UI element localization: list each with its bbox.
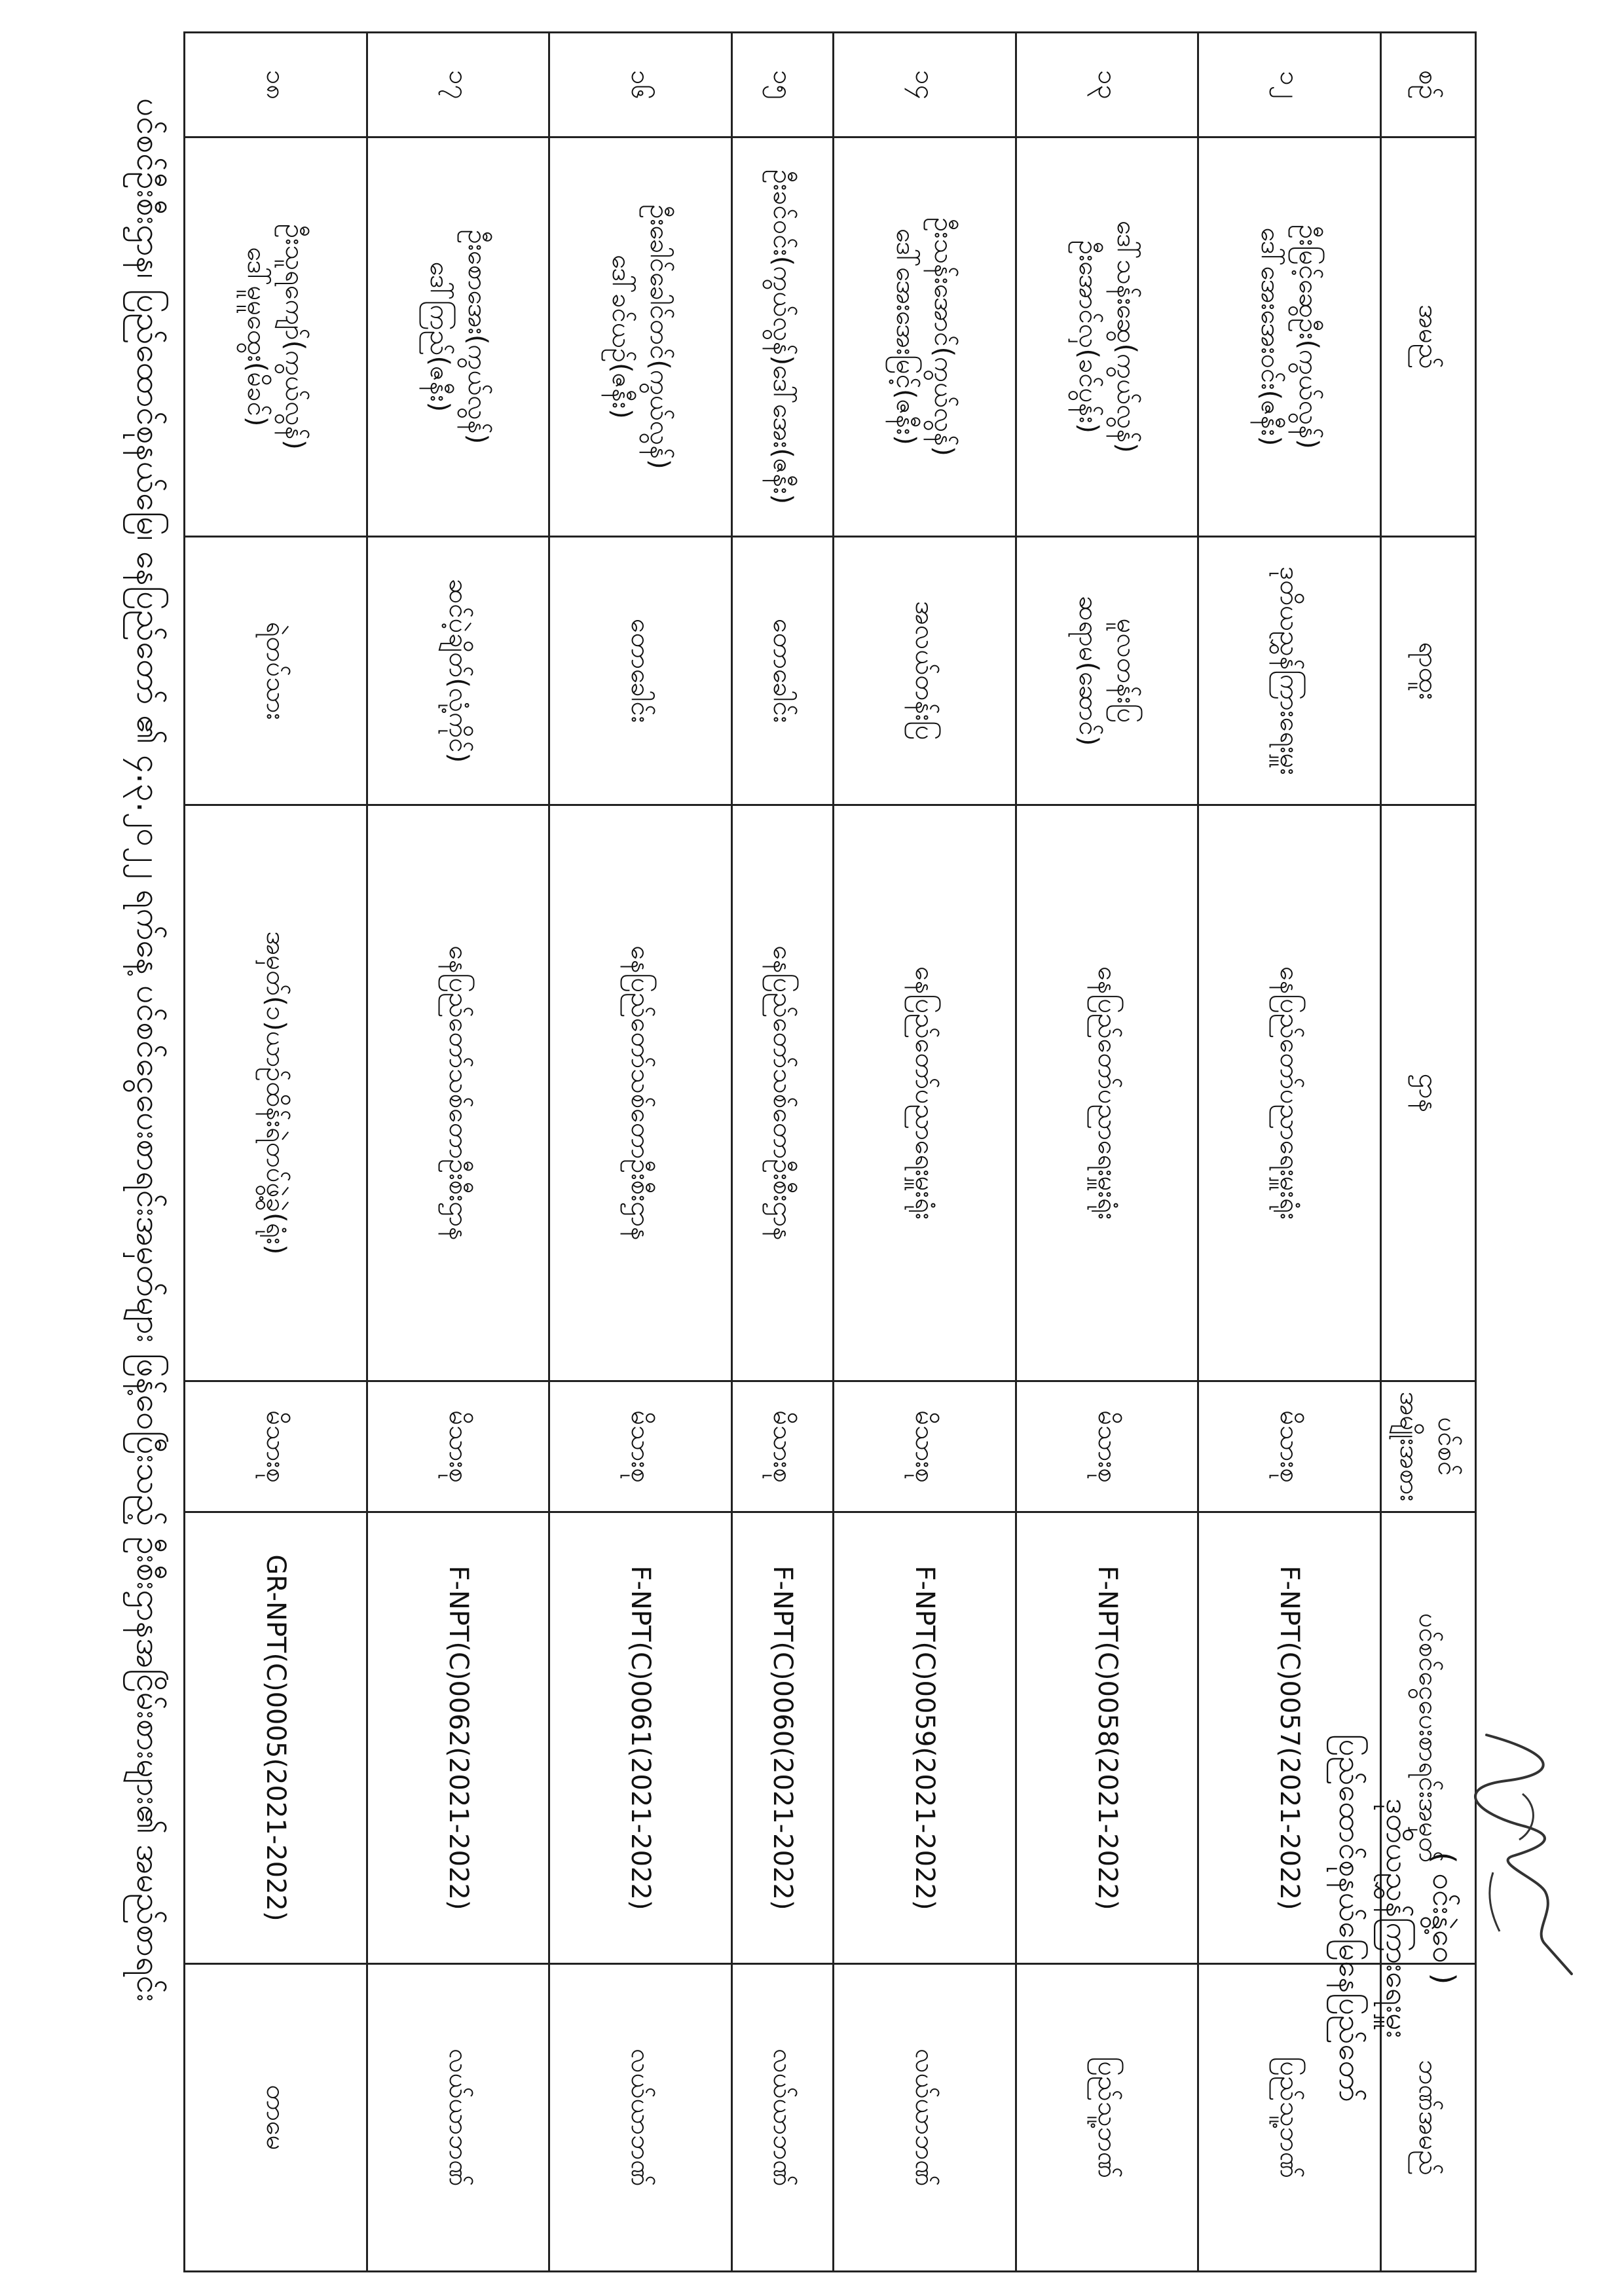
cell-name [549,137,732,537]
name-line: ဦးစောအေး(ကွယ်လွန်) [462,229,492,445]
header-bank: ဘဏ်အမည် [1381,1964,1476,2272]
table-row [367,33,549,2272]
cell-bank: တာမေ [185,1964,367,2272]
cell-rank: ဆင်ပဲ့ချိတ်(လုံ့ကိုင်) [367,537,549,805]
cell-rank: အလယ်တန်းပြ [834,537,1016,805]
cell-pension-type: မိသားစု [731,1381,833,1512]
cell-no: ၁၃ [1016,33,1198,137]
cell-rank: တောခေါင်း [731,537,833,805]
table-row [549,33,732,2272]
table-row [1016,33,1198,2272]
cell-bank: လယ်ယာဘဏ် [549,1964,732,2272]
name-line: ဦးခင်ဝင်း(ကွယ်လွန်)ဒေါ်အေး(ဇနီး) [767,169,798,505]
cell-name [834,137,1016,537]
header-name: အမည် [1381,137,1476,537]
cell-pension-type: မိသားစု [1198,1381,1381,1512]
cell-account-number: F-NPT(C)0059(2021-2022) [834,1512,1016,1964]
cell-name [1016,137,1198,537]
cell-bank: လယ်ယာဘဏ် [731,1964,833,2272]
cell-rank: ရဲတပ်သား [185,537,367,805]
signature-block [1327,1571,1467,2265]
cell-pension-type: မိသားစု [367,1381,549,1512]
cell-department: နေပြည်တော်သစ်တောဦးစီးဌာန [731,805,833,1381]
cell-account-number: F-NPT(C)0061(2021-2022) [549,1512,732,1964]
name-line: ဒေါ်အေးအေးဝင်း(ဇနီး) [1255,227,1286,446]
cell-name [731,137,833,537]
handwritten-signature [1467,1715,1585,1990]
cell-no: ၁၅ [731,33,833,137]
document-title: ပင်စင်ဦးစီးဌာန၊ ပြည်ထောင်စုနယ်မြေ၊ နေပြည်တော် ၏ ၄.၃.၂၀၂၂ ရက်နေ့ ပင်စင်ငွေပေးစာရင်းအမှတ်များ ဖြန့်ဝေပြီးသည့် ဦးစီးဌာနအငြိမ်းစားများ၏ အမည်စာရင်း [130,98,168,2003]
cell-account-number: F-NPT(C)0057(2021-2022) [1198,1512,1381,1964]
cell-bank: လယ်ယာဘဏ် [834,1964,1016,2272]
cell-account-number: F-NPT(C)0060(2021-2022) [731,1512,833,1964]
name-line: ဦးသန်းအောင်(ကွယ်လွန်) [928,217,959,456]
cell-pension-type: မိသားစု [834,1381,1016,1512]
cell-department: နေပြည်တော်ပညာရေးမှူးရုံး [1016,805,1198,1381]
signatory-title: ဒုတိယညွှန်ကြားရေးမှူး [1379,1798,1415,2039]
name-line: ဒေါ်သန်းဆွေ(ကွယ်လွန်) [1111,221,1141,453]
cell-name [185,137,367,537]
cell-pension-type: မိသားစု [1016,1381,1198,1512]
cell-no: ၁၇ [367,33,549,137]
table-row [834,33,1016,2272]
pension-table [183,31,1477,2272]
name-line: ဒေါ်မူမူထွေး(မိခင်) [241,247,272,427]
cell-account-number: F-NPT(C)0062(2021-2022) [367,1512,549,1964]
cell-pension-type: မိသားစု [549,1381,732,1512]
name-line: ဦးသူရကျော်(ကွယ်လွန်) [279,224,310,450]
table-row [731,33,833,2272]
cell-department: နေပြည်တော်ပညာရေးမှူးရုံး [1198,805,1381,1381]
name-line: ဒေါ်ခင်ယဉ်(ဇနီး) [606,255,637,419]
name-line: ဦးခေါင်ခေါင်တင်(ကွယ်လွန်) [644,204,675,469]
cell-no: ၁၆ [549,33,732,137]
cell-no: ၁၈ [185,33,367,137]
cell-department: နေပြည်တော်ပညာရေးမှူးရုံး [834,805,1016,1381]
header-pension-type: ပင်စင် အမျိုးအစား [1381,1381,1476,1512]
signatory-office: ပြည်ထောင်စုနယ်မြေနေပြည်တော် [1333,1734,1369,2103]
cell-rank: မူလတန်းပြဆရာမ(ဆောင်) [1016,537,1198,805]
cell-account-number: GR-NPT(C)0005(2021-2022) [185,1512,367,1964]
table-row [185,33,367,2272]
cell-rank: ဒုတိယညွှန်ကြားရေးမှူး [1198,537,1381,805]
cell-bank: ပြည်သူ့ဘဏ် [1198,1964,1381,2272]
cell-department: နေပြည်တော်သစ်တောဦးစီးဌာန [549,805,732,1381]
cell-bank: လယ်ယာဘဏ် [367,1964,549,2272]
name-line: ဒေါ်အေးအေးမြင့်(ဇနီး) [890,228,921,445]
name-line: ဦးအောင်လှ(ခင်ပွန်း) [1073,240,1103,433]
name-line: ဒေါ်ကြည်(ဇနီး) [424,261,454,412]
header-no: စဉ် [1381,33,1476,137]
cell-account-number: F-NPT(C)0058(2021-2022) [1016,1512,1198,1964]
cell-department: နေပြည်တော်သစ်တောဦးစီးဌာန [367,805,549,1381]
cell-name [1198,137,1381,537]
cell-department: အမှတ်(၁)ယာဉ်ထိန်းရဲတပ်ဖွဲ့ခွဲ(ရုံး) [185,805,367,1381]
signatory-name: ( ဝင်းနွဲ့ဝေ ) [1426,1851,1462,1985]
header-rank: ရာထူး [1381,537,1476,805]
cell-pension-type: မိသားစု [185,1381,367,1512]
header-department: ဌာန [1381,805,1476,1381]
cell-no: ၁၄ [834,33,1016,137]
header-account-number: ပင်စင်ငွေပေးစာရင်းအမှတ် [1381,1512,1476,1964]
cell-rank: တောခေါင်း [549,537,732,805]
cell-name [367,137,549,537]
cell-no: ၁၂ [1198,33,1381,137]
cell-bank: ပြည်သူ့ဘဏ် [1016,1964,1198,2272]
name-line: ဦးမြင့်ဆွေဦး(ကွယ်လွန်) [1293,225,1324,449]
